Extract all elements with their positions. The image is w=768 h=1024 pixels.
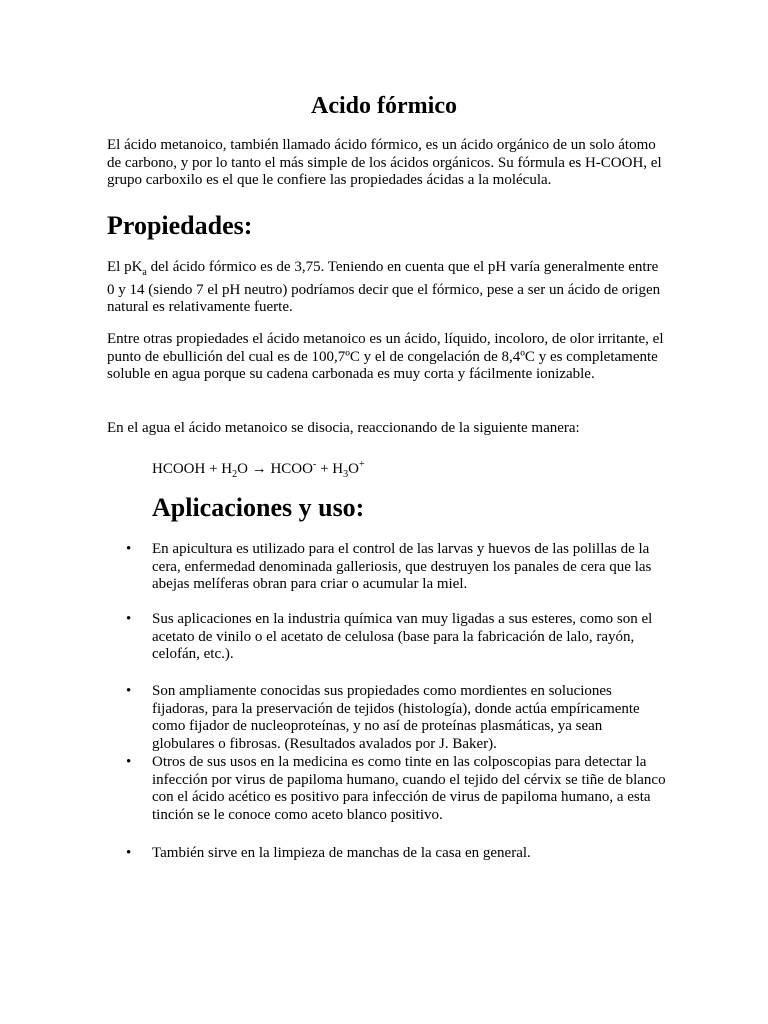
intro-paragraph: El ácido metanoico, también llamado ácido fórmico, es un ácido orgánico de un solo átomo de carbono, y por lo tanto el más simple de los ácidos orgánicos. Su fórmula es H-COOH, el grupo carboxilo es el que le confiere las propiedades ácidas a la molécula. [107,137,662,188]
dissociation-formula [152,455,365,485]
list-item: Otros de sus usos en la medicina es como tinte en las colposcopias para detectar la infección por virus de papiloma humano, cuando el tejido del cérvix se tiñe de blanco con el ácido acético es positivo para infección de virus de papiloma humano, a esta tinción se le conoce como aceto blanco positivo. [152,754,666,823]
list-item: También sirve en la limpieza de manchas de la casa en general. [152,845,531,861]
formula-subscript: 2 [232,469,238,480]
pka-paragraph [107,259,667,317]
list-item: Son ampliamente conocidas sus propiedades como mordientes en soluciones fijadoras, para la preservación de tejidos (histología), donde actúa empíricamente como fijador de nucleoproteínas, y no así de proteínas plasmáticas, ya sean globulares o fibrosas. (Resultados avalados por J. Baker). [152,683,640,752]
list-item: En apicultura es utilizado para el control de las larvas y huevos de las polillas de la cera, enfermedad denominada galleriosis, que destruyen los panales de cera que las abejas melíferas obran para criar o acumular la miel. [152,541,652,592]
document-title: Acido fórmico [311,93,457,119]
dissociation-paragraph: En el agua el ácido metanoico se disocia, reaccionando de la siguiente manera: [107,420,580,436]
bullet-marker: • [126,683,132,699]
formula-part: HCOOH + H [152,461,233,477]
formula-part: + H [316,461,344,477]
formula-part: O [348,461,359,477]
pka-prefix: El pK [107,259,143,275]
bullet-marker: • [126,754,132,770]
pka-text: del ácido fórmico es de 3,75. Teniendo en cuenta que el pH varía generalmente entre 0 y 14 (siendo 7 el pH neutro) podríamos decir que el fórmico, pese a ser un ácido de origen natural es relativamente fuerte. [107,259,661,315]
properties-paragraph: Entre otras propiedades el ácido metanoico es un ácido, líquido, incoloro, de olor irritante, el punto de ebullición del cual es de 100,7ºC y el de congelación de 8,4ºC y es completamente soluble en agua porque su cadena carbonada es muy corta y fácilmente ionizable. [107,331,664,382]
formula-subscript: 3 [343,469,349,480]
bullet-marker: • [126,611,132,627]
applications-heading: Aplicaciones y uso: [152,493,365,522]
bullet-marker: • [126,541,132,557]
formula-superscript: + [358,459,365,470]
formula-part: O → HCOO [237,461,313,477]
properties-heading: Propiedades: [107,211,253,240]
bullet-marker: • [126,845,132,861]
pka-subscript: a [142,267,147,278]
formula-superscript: - [312,459,317,470]
list-item: Sus aplicaciones en la industria química van muy ligadas a sus esteres, como son el acetato de vinilo o el acetato de celulosa (base para la fabricación de lalo, rayón, celofán, etc.). [152,611,653,662]
